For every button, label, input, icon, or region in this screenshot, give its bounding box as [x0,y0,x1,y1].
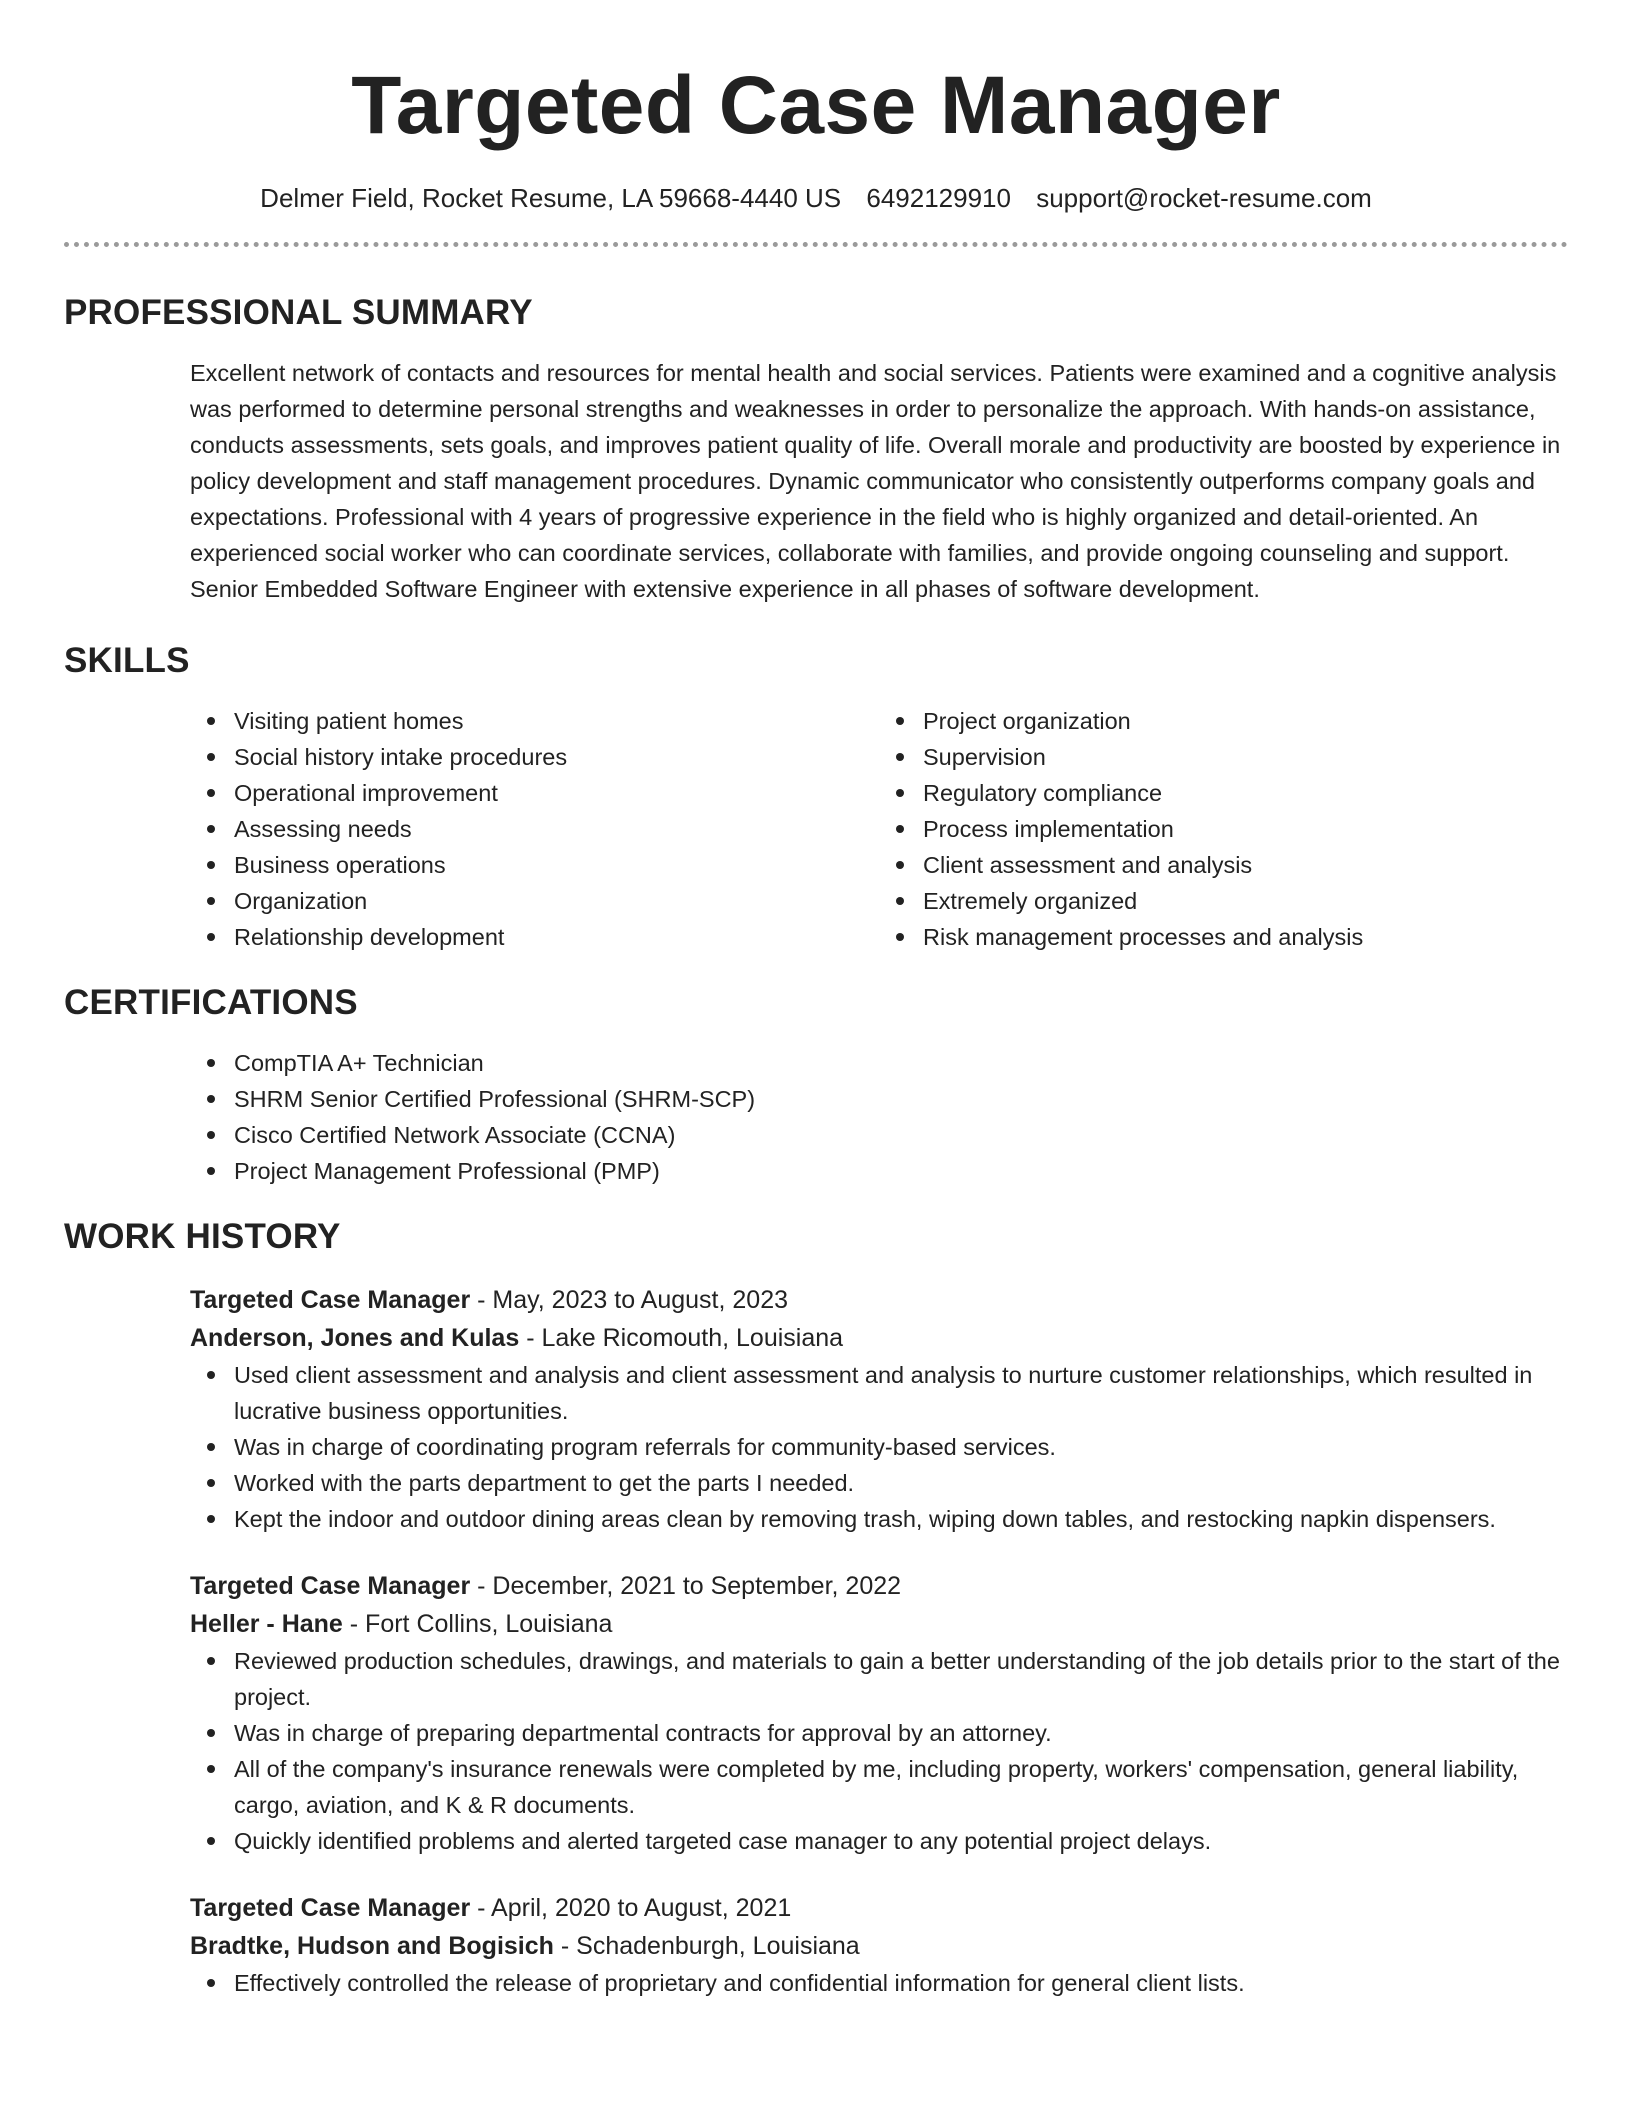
job-role: Targeted Case Manager [190,1894,471,1922]
skill-item: Business operations [234,847,879,883]
contact-line [64,180,1568,216]
job-company: Anderson, Jones and Kulas [190,1324,520,1352]
job-bullets [190,1965,1568,2001]
job-title-line [190,1567,1568,1605]
skills-list-left [190,703,879,955]
skill-item: Assessing needs [234,811,879,847]
certifications-list [190,1045,1568,1189]
job-location: - Schadenburgh, Louisiana [553,1932,860,1960]
section-title-certifications: CERTIFICATIONS [64,983,358,1022]
job-entry [190,1889,1568,2001]
contact-phone: 6492129910 [866,183,1011,213]
skill-item: Process implementation [923,811,1568,847]
section-title-work-history: WORK HISTORY [64,1217,341,1256]
skill-item: Relationship development [234,919,879,955]
certification-item: CompTIA A+ Technician [234,1045,1568,1081]
job-location: - Lake Ricomouth, Louisiana [519,1324,844,1352]
skills-columns [190,703,1568,955]
section-title-summary: PROFESSIONAL SUMMARY [64,293,533,332]
job-role: Targeted Case Manager [190,1286,471,1314]
job-bullet: Used client assessment and analysis and client assessment and analysis to nurture customer relationships, which resulted in lucrative business opportunities. [234,1357,1568,1429]
skill-item: Organization [234,883,879,919]
skills-list-right [879,703,1568,955]
certification-item: SHRM Senior Certified Professional (SHRM-SCP) [234,1081,1568,1117]
job-dates: - April, 2020 to August, 2021 [470,1894,792,1922]
skill-item: Social history intake procedures [234,739,879,775]
summary-text: Excellent network of contacts and resources for mental health and social services. Patients were examined and a cognitive analysis was performed to determine personal strengths and weaknesses in order to personalize the approach. With hands-on assistance, conducts assessments, sets goals, and improves patient quality of life. Overall morale and productivity are boosted by experience in policy development and staff management procedures. Dynamic communicator who consistently outperforms company goals and expectations. Professional with 4 years of progressive experience in the field who is highly organized and detail-oriented. An experienced social worker who can coordinate services, collaborate with families, and provide ongoing counseling and support. Senior Embedded Software Engineer with extensive experience in all phases of software development. [190,360,1561,602]
job-entry [190,1281,1568,1537]
job-location: - Fort Collins, Louisiana [342,1610,613,1638]
skill-item: Risk management processes and analysis [923,919,1568,955]
job-entry [190,1567,1568,1859]
skill-item: Project organization [923,703,1568,739]
job-bullets [190,1357,1568,1537]
skill-item: Operational improvement [234,775,879,811]
skill-item: Supervision [923,739,1568,775]
job-bullet: All of the company's insurance renewals were completed by me, including property, workers' compensation, general liability, cargo, aviation, and K & R documents. [234,1751,1568,1823]
job-bullet: Was in charge of coordinating program referrals for community-based services. [234,1429,1568,1465]
work-history-section [64,1281,1568,2001]
skill-item: Regulatory compliance [923,775,1568,811]
skill-item: Client assessment and analysis [923,847,1568,883]
job-bullet: Worked with the parts department to get the parts I needed. [234,1465,1568,1501]
skills-section [64,703,1568,955]
section-title-skills: SKILLS [64,641,190,680]
job-bullet: Reviewed production schedules, drawings, and materials to gain a better understanding of the job details prior to the start of the project. [234,1643,1568,1715]
job-title-line [190,1281,1568,1319]
contact-email: support@rocket-resume.com [1036,183,1372,213]
job-dates: - May, 2023 to August, 2023 [470,1286,789,1314]
skill-item: Extremely organized [923,883,1568,919]
job-bullet: Effectively controlled the release of proprietary and confidential information for general client lists. [234,1965,1568,2001]
certifications-section [64,1045,1568,1189]
job-bullets [190,1643,1568,1859]
resume-name: Targeted Case Manager [351,60,1281,151]
job-bullet: Was in charge of preparing departmental contracts for approval by an attorney. [234,1715,1568,1751]
skill-item: Visiting patient homes [234,703,879,739]
certification-item: Project Management Professional (PMP) [234,1153,1568,1189]
job-role: Targeted Case Manager [190,1572,471,1600]
job-dates: - December, 2021 to September, 2022 [470,1572,902,1600]
job-company: Heller - Hane [190,1610,343,1638]
contact-address: Delmer Field, Rocket Resume, LA 59668-4440 US [260,183,842,213]
job-bullet: Quickly identified problems and alerted targeted case manager to any potential project delays. [234,1823,1568,1859]
certification-item: Cisco Certified Network Associate (CCNA) [234,1117,1568,1153]
job-company-line [190,1605,1568,1643]
job-company-line [190,1319,1568,1357]
job-bullet: Kept the indoor and outdoor dining areas clean by removing trash, wiping down tables, and restocking napkin dispensers. [234,1501,1568,1537]
job-company-line [190,1927,1568,1965]
job-title-line [190,1889,1568,1927]
header-divider [64,242,1568,247]
job-company: Bradtke, Hudson and Bogisich [190,1932,554,1960]
